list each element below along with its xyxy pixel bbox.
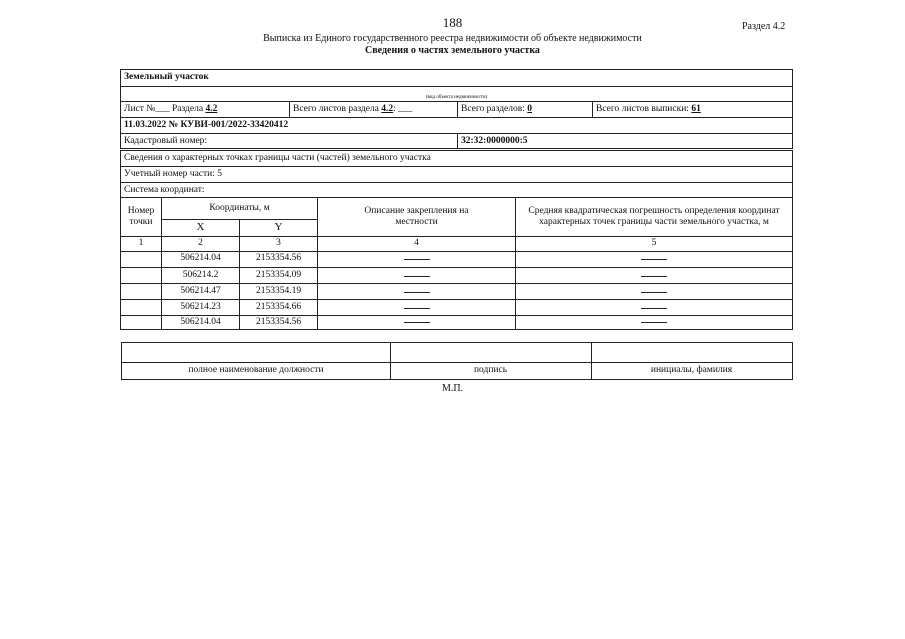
coord-y: 2153354.56: [239, 251, 317, 267]
total-sheets-section-blank: ___: [398, 104, 413, 114]
table-row: [121, 299, 792, 316]
total-sheets-extract-value: 61: [691, 104, 701, 114]
position-label: полное наименование должности: [188, 365, 324, 375]
total-sections-value: 0: [527, 104, 533, 114]
col-number-4: 4: [317, 236, 515, 251]
sheet-blank: ___: [155, 104, 170, 114]
coord-x: 506214.04: [161, 316, 239, 330]
col-y-header: Y: [239, 220, 317, 236]
coord-x: 506214.47: [161, 284, 239, 300]
table-row: [121, 315, 792, 330]
name-label: инициалы, фамилия: [650, 365, 733, 375]
col-x-header: X: [161, 220, 239, 236]
col-coords-header: Координаты, м: [161, 198, 317, 220]
sheet-label: Лист №: [124, 104, 156, 114]
object-type-caption-text: (вид объекта недвижимости): [425, 95, 488, 100]
col-number-2: 2: [161, 236, 239, 251]
total-sections-label: Всего разделов:: [461, 104, 525, 114]
coord-y: 2153354.09: [239, 268, 317, 284]
points-table: [120, 150, 793, 330]
coord-x: 506214.04: [161, 251, 239, 267]
section-label: Раздел 4.2: [742, 21, 786, 32]
col-number-5: 5: [515, 236, 792, 251]
sheet-number: [121, 102, 289, 118]
section-ref-label: Раздела: [171, 104, 204, 114]
col-error-header: Средняя квадратическая погрешность определения координат характерных точек границы части земельного участка, м: [515, 204, 792, 234]
table-row: [121, 251, 792, 267]
total-sheets-section: [289, 102, 457, 118]
coord-y: 2153354.56: [239, 316, 317, 330]
total-sheets-section-value: 4.2: [381, 104, 394, 114]
total-sections: [457, 102, 592, 118]
coord-x: 506214.2: [161, 268, 239, 284]
part-number: Учетный номер части: 5: [121, 167, 792, 183]
coordinate-system: Система координат:: [121, 183, 792, 198]
total-sheets-extract-label: Всего листов выписки:: [596, 104, 689, 114]
total-sheets-section-suffix: :: [393, 104, 396, 114]
stamp-label: М.П.: [441, 383, 464, 394]
col-point-header: Номер точки: [127, 206, 155, 227]
col-number-3: 3: [239, 236, 317, 251]
cadastral-number: 32:32:0000000:5: [457, 134, 792, 149]
total-sheets-extract: [592, 102, 792, 118]
coord-y: 2153354.66: [239, 300, 317, 316]
coord-x: 506214.23: [161, 300, 239, 316]
document-subtitle: Сведения о частях земельного участка: [365, 45, 540, 56]
object-type-caption: [121, 87, 792, 102]
table-row: [121, 267, 792, 284]
table-row: [121, 283, 792, 300]
signature-block: [121, 342, 793, 380]
cadastral-label: Кадастровый номер:: [124, 136, 208, 146]
extract-date-number: 11.03.2022 № КУВИ-001/2022-33420412: [121, 118, 792, 134]
object-type: Земельный участок: [121, 70, 792, 87]
coord-y: 2153354.19: [239, 284, 317, 300]
col-number-1: 1: [138, 238, 144, 248]
total-sheets-section-label: Всего листов раздела: [293, 104, 379, 114]
document-title: Выписка из Единого государственного реестра недвижимости об объекте недвижимости: [263, 33, 642, 44]
points-info: Сведения о характерных точках границы части (частей) земельного участка: [121, 151, 792, 167]
page-number: 188: [442, 15, 463, 30]
signature-label: подпись: [473, 365, 508, 375]
col-desc-header: Описание закрепления на местности: [317, 204, 515, 234]
form-box: [120, 69, 793, 149]
section-ref-value: 4.2: [205, 104, 218, 114]
